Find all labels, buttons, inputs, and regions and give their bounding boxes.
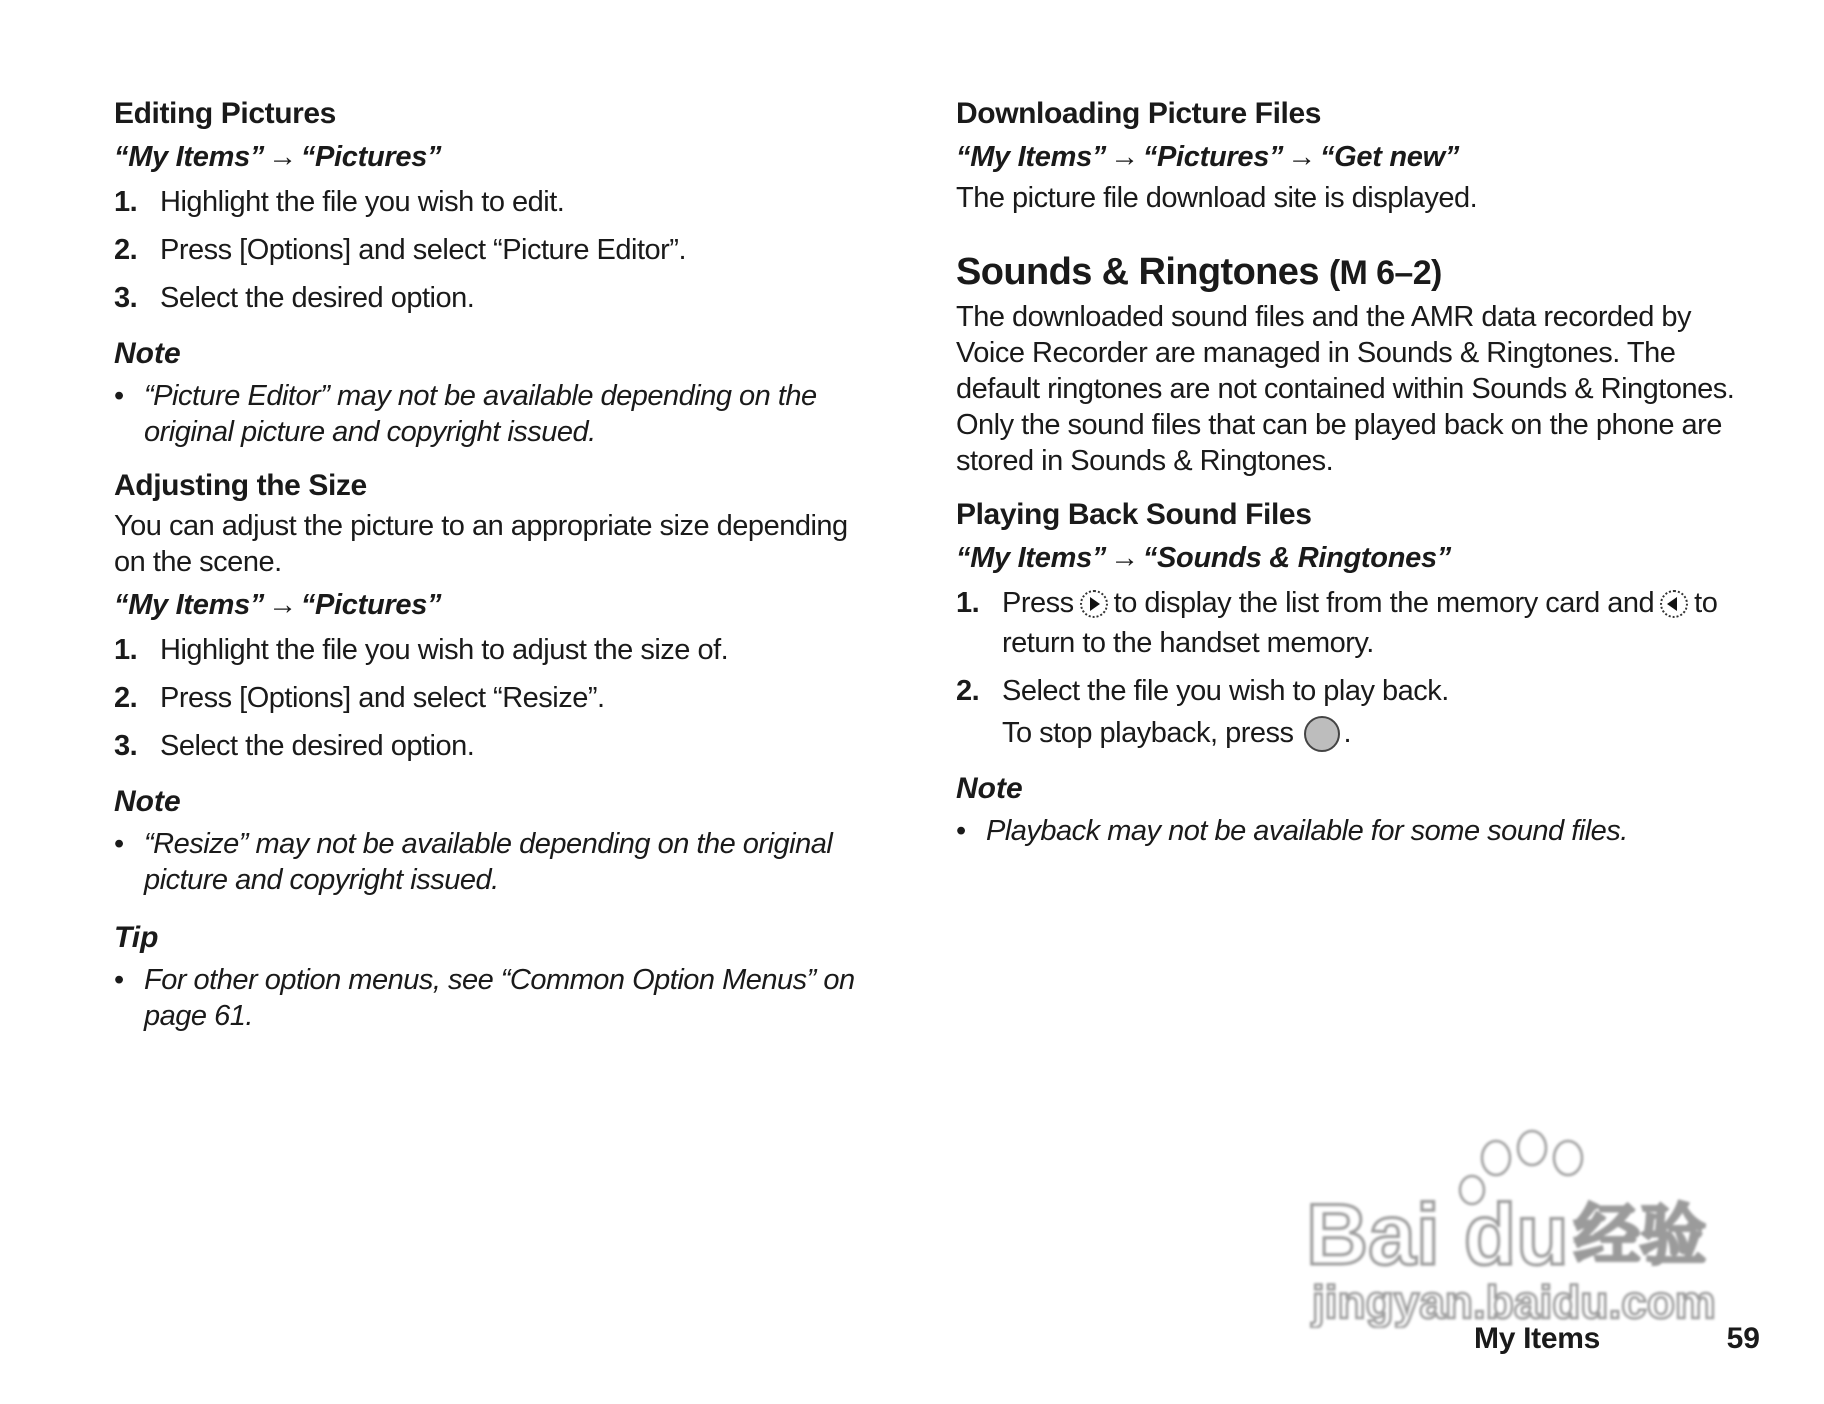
sounds-intro: The downloaded sound files and the AMR data recorded by Voice Recorder are managed in Sounds & Ringtones. The default ringtones are not contained within Sounds & Ringtones. Only the sound files that can be played back on the phone are stored in Sounds & Ringtones. (956, 301, 1735, 477)
bullet-dot: • (956, 815, 966, 847)
playing-menu-path (956, 539, 1746, 577)
note-label: Note (956, 772, 1023, 805)
step-number: 2. (114, 682, 138, 714)
step-text (1002, 583, 1746, 663)
note-item (114, 826, 884, 898)
note-item (956, 813, 1746, 849)
step-item (956, 671, 1746, 711)
step-number: 1. (114, 634, 138, 666)
tip-item (114, 962, 884, 1034)
step-item (114, 630, 884, 670)
step-item (114, 278, 884, 318)
step-number: 1. (956, 587, 980, 619)
step-item (114, 726, 884, 766)
step-text-part: Press (1002, 587, 1074, 619)
step-text-part: to display the list from the memory card and (1113, 587, 1655, 619)
path-item: “Pictures” (300, 589, 442, 621)
bullet-dot: • (114, 964, 124, 996)
path-arrow: → (1110, 542, 1139, 574)
nav-right-icon (1080, 590, 1108, 618)
note-text: Playback may not be available for some sound files. (986, 815, 1628, 847)
downloading-text: The picture file download site is displayed. (956, 182, 1478, 214)
note-label: Note (114, 785, 181, 818)
path-arrow: → (1110, 141, 1139, 173)
editing-pictures-heading: Editing Pictures (114, 97, 336, 130)
stop-text: To stop playback, press (1002, 717, 1294, 749)
path-item: “My Items” (956, 542, 1107, 574)
step-text: Highlight the file you wish to adjust the size of. (160, 634, 729, 666)
step-text: Press [Options] and select “Picture Editor”. (160, 234, 686, 266)
end-key-icon (1304, 716, 1340, 752)
step-text: Press [Options] and select “Resize”. (160, 682, 605, 714)
adjusting-intro: You can adjust the picture to an appropriate size depending on the scene. (114, 510, 848, 578)
path-item: “Pictures” (1142, 141, 1284, 173)
path-item: “My Items” (114, 141, 265, 173)
stop-end: . (1343, 717, 1352, 749)
step-number: 2. (114, 234, 138, 266)
watermark-brand: Bai du (1306, 1187, 1569, 1283)
step-number: 2. (956, 675, 980, 707)
left-column (114, 96, 884, 1034)
playing-heading: Playing Back Sound Files (956, 498, 1312, 531)
downloading-menu-path (956, 138, 1746, 176)
nav-left-icon (1660, 590, 1688, 618)
note-label: Note (114, 337, 181, 370)
note-text: “Resize” may not be available depending on the original picture and copyright issued. (144, 828, 833, 896)
downloading-heading: Downloading Picture Files (956, 97, 1322, 130)
adjusting-menu-path (114, 586, 884, 624)
sounds-section-title (956, 250, 1746, 295)
path-arrow: → (268, 141, 297, 173)
step-item (114, 182, 884, 222)
baidu-watermark (1296, 1128, 1736, 1328)
note-text: “Picture Editor” may not be available depending on the original picture and copyright issued. (144, 380, 817, 448)
editing-steps (114, 182, 884, 318)
path-item: “Sounds & Ringtones” (1142, 542, 1451, 574)
step-item (956, 583, 1746, 663)
step-number: 1. (114, 186, 138, 218)
adjusting-size-heading: Adjusting the Size (114, 469, 367, 502)
section-title-text: Sounds & Ringtones (956, 251, 1319, 293)
step-number: 3. (114, 730, 138, 762)
playing-steps (956, 583, 1746, 711)
path-item: “Get new” (1319, 141, 1460, 173)
step-text-part: to return to the handset memory. (1002, 587, 1718, 659)
step-text: Highlight the file you wish to edit. (160, 186, 565, 218)
stop-playback-line (1002, 713, 1746, 753)
watermark-url: jingyan.baidu.com (1312, 1276, 1716, 1328)
bullet-dot: • (114, 828, 124, 860)
path-arrow: → (268, 589, 297, 621)
step-text: Select the desired option. (160, 282, 475, 314)
menu-code: (M 6–2) (1328, 254, 1442, 292)
editing-menu-path (114, 138, 884, 176)
step-item (114, 678, 884, 718)
adjusting-steps (114, 630, 884, 766)
step-text: Select the file you wish to play back. (1002, 675, 1449, 707)
step-item (114, 230, 884, 270)
step-text: Select the desired option. (160, 730, 475, 762)
note-item (114, 378, 884, 450)
step-number: 3. (114, 282, 138, 314)
watermark-brand-cn: 经验 (1574, 1197, 1706, 1274)
tip-label: Tip (114, 921, 159, 954)
page-number: 59 (1726, 1322, 1760, 1355)
path-item: “My Items” (956, 141, 1107, 173)
footer-section-name: My Items (1474, 1322, 1600, 1355)
bullet-dot: • (114, 380, 124, 412)
path-arrow: → (1287, 141, 1316, 173)
path-item: “My Items” (114, 589, 265, 621)
path-item: “Pictures” (300, 141, 442, 173)
right-column (956, 96, 1746, 849)
tip-text: For other option menus, see “Common Option Menus” on page 61. (144, 964, 855, 1032)
